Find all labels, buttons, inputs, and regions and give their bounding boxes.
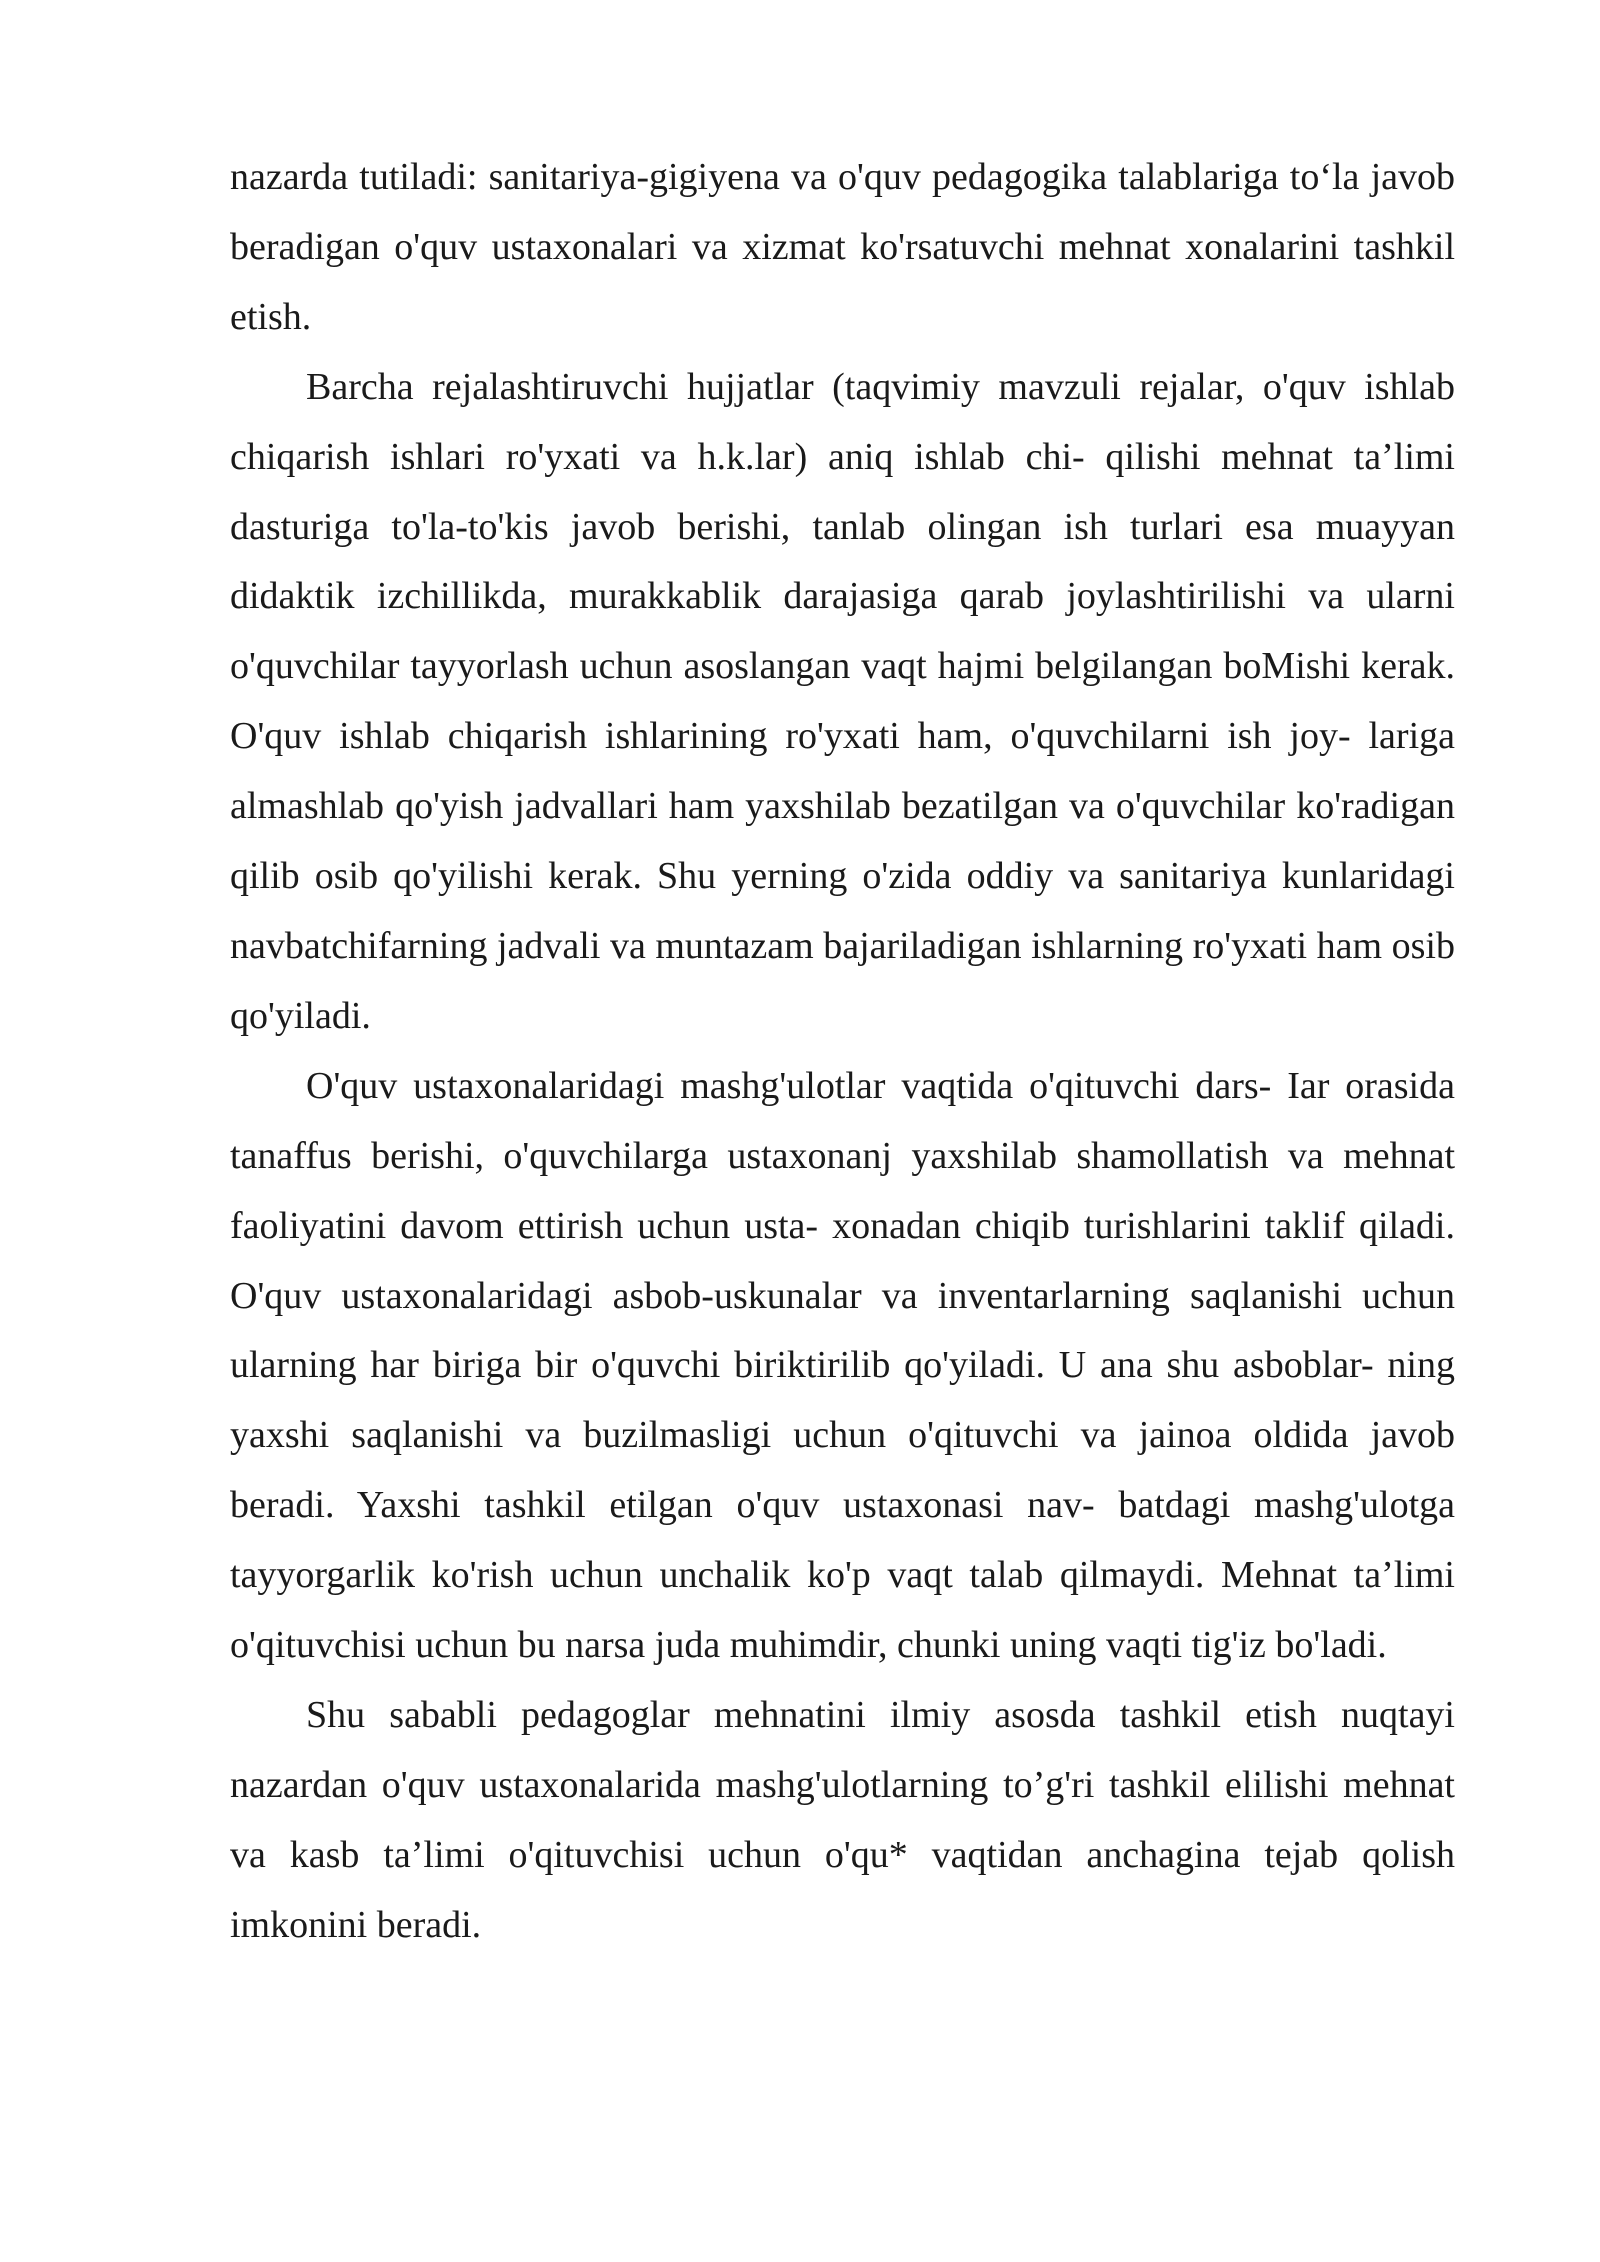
paragraph-workshop-sessions: O'quv ustaxonalaridagi mashg'ulotlar vaqtida o'qituvchi dars- Iar orasida tanaffus berishi, o'quvchilarga ustaxonanj yaxshilab shamollatish va mehnat faoliyatini davom ettirish uchun usta- xonadan chiqib turishlarini taklif qiladi. O'quv ustaxonalaridagi asbob-uskunalar va inventarlarning saqlanishi uchun ularning har biriga bir o'quvchi biriktirilib qo'yiladi. U ana shu asboblar- ning yaxshi saqlanishi va buzilmasligi uchun o'qituvchi va jainoa oldida javob beradi. Yaxshi tashkil etilgan o'quv ustaxonasi nav- batdagi mashg'ulotga tayyorgarlik ko'rish uchun unchalik ko'p vaqt talab qilmaydi. Mehnat ta’limi o'qituvchisi uchun bu narsa juda muhimdir, chunki uning vaqti tig'iz bo'ladi. <box>230 1064 1455 1667</box>
paragraph-continuation: nazarda tutiladi: sanitariya-gigiyena va o'quv pedagogika talablariga to‘la javob beradigan o'quv ustaxonalari va xizmat ko'rsatuvchi mehnat xonalarini tashkil etish. <box>230 156 1455 338</box>
document-body <box>230 143 1455 1961</box>
paragraph-planning-documents: Barcha rejalashtiruvchi hujjatlar (taqvimiy mavzuli rejalar, o'quv ishlab chiqarish ishlari ro'yxati va h.k.lar) aniq ishlab chi- qilishi mehnat ta’limi dasturiga to'la-to'kis javob berishi, tanlab olingan ish turlari esa muayyan didaktik izchillikda, murakkablik darajasiga qarab joylashtirilishi va ularni o'quvchilar tayyorlash uchun asoslangan vaqt hajmi belgilangan boMishi kerak. O'quv ishlab chiqarish ishlarining ro'yxati ham, o'quvchilarni ish joy- lariga almashlab qo'yish jadvallari ham yaxshilab bezatilgan va o'quvchilar ko'radigan qilib osib qo'yilishi kerak. Shu yerning o'zida oddiy va sanitariya kunlaridagi navbatchifarning jadvali va muntazam bajariladigan ishlarning ro'yxati ham osib qo'yiladi. <box>230 365 1455 1037</box>
paragraph-conclusion: Shu sababli pedagoglar mehnatini ilmiy asosda tashkil etish nuqtayi nazardan o'quv ustaxonalarida mashg'ulotlarning to’g'ri tashkil elilishi mehnat va kasb ta’limi o'qituvchisi uchun o'qu* vaqtidan anchagina tejab qolish imkonini beradi. <box>230 1693 1455 1946</box>
